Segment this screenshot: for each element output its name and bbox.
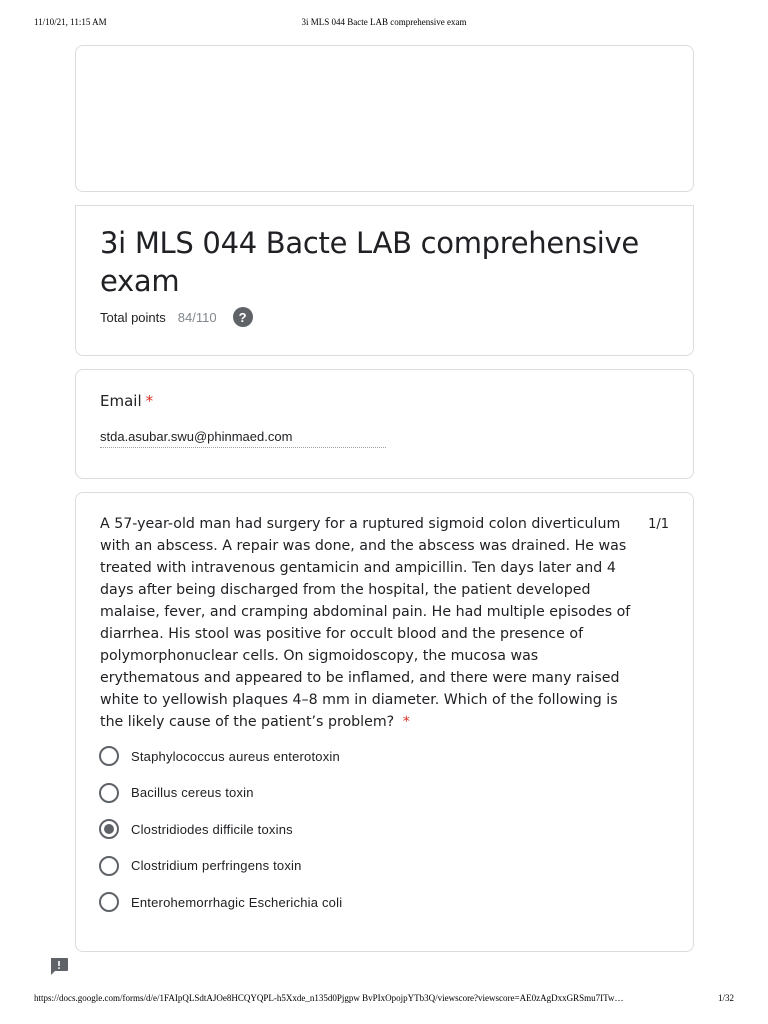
answer-option-label: Staphylococcus aureus enterotoxin [131,748,340,764]
radio-unchecked-icon[interactable] [99,783,119,803]
print-header [0,17,768,31]
question-body: A 57-year-old man had surgery for a ruptured sigmoid colon diverticulum with an abscess. A repair was done, and the abscess was drained. He was treated with intravenous gentamicin and ampicillin. Ten days later and 4 days after being discharged from the hospital, the patient developed malaise, fever, and cramping abdominal pain. He had multiple episodes of diarrhea. His stool was positive for occult blood and the presence of polymorphonuclear cells. On sigmoidoscopy, the mucosa was erythematous and appeared to be inflamed, and there were many raised white to yellowish plaques 4–8 mm in diameter. Which of the following is the likely cause of the patient’s problem? [100,516,631,730]
answer-option-label: Bacillus cereus toxin [131,785,254,801]
answer-option-label: Enterohemorrhagic Escherichia coli [131,894,343,910]
total-points-label: Total points [100,309,166,325]
answer-option[interactable] [99,775,659,812]
print-datetime: 11/10/21, 11:15 AM [34,17,107,27]
total-points-value: 84/110 [177,309,217,325]
print-url: https://docs.google.com/forms/d/e/1FAIpQLSdtAJOe8HCQYQPL-h5Xxde_n135d0Pjgpw BvPIxOpojpYTb3Q/viewscore?viewscore=AE0zAgDxxGRSmu7ITw… [34,993,624,1003]
email-card [75,369,694,479]
header-banner [75,45,694,192]
radio-unchecked-icon[interactable] [99,746,119,766]
print-title: 3i MLS 044 Bacte LAB comprehensive exam [301,17,467,27]
print-footer [0,993,768,1007]
feedback-icon[interactable] [49,956,69,976]
form-title: 3i MLS 044 Bacte LAB comprehensive exam [100,226,639,298]
answer-option-label: Clostridiodes difficile toxins [131,821,293,837]
radio-unchecked-icon[interactable] [99,856,119,876]
radio-checked-icon[interactable] [99,819,119,839]
total-points [100,305,253,329]
email-label-text: Email [100,392,142,410]
required-marker: * [402,714,410,730]
question-text [100,513,640,733]
question-card [75,492,694,952]
print-page-number: 1/32 [717,993,734,1003]
answer-option-label: Clostridium perfringens toxin [131,858,302,874]
required-marker: * [145,392,154,410]
answer-option[interactable] [99,738,659,775]
answer-option[interactable] [99,811,659,848]
answer-option[interactable] [99,848,659,885]
help-circle-icon[interactable]: ? [233,307,253,327]
radio-unchecked-icon[interactable] [99,892,119,912]
form-title-card [75,205,694,356]
answer-option[interactable] [99,884,659,921]
email-field: stda.asubar.swu@phinmaed.com [100,429,386,448]
answer-options [99,738,659,921]
email-label [100,392,153,410]
question-score: 1/1 [648,517,669,532]
